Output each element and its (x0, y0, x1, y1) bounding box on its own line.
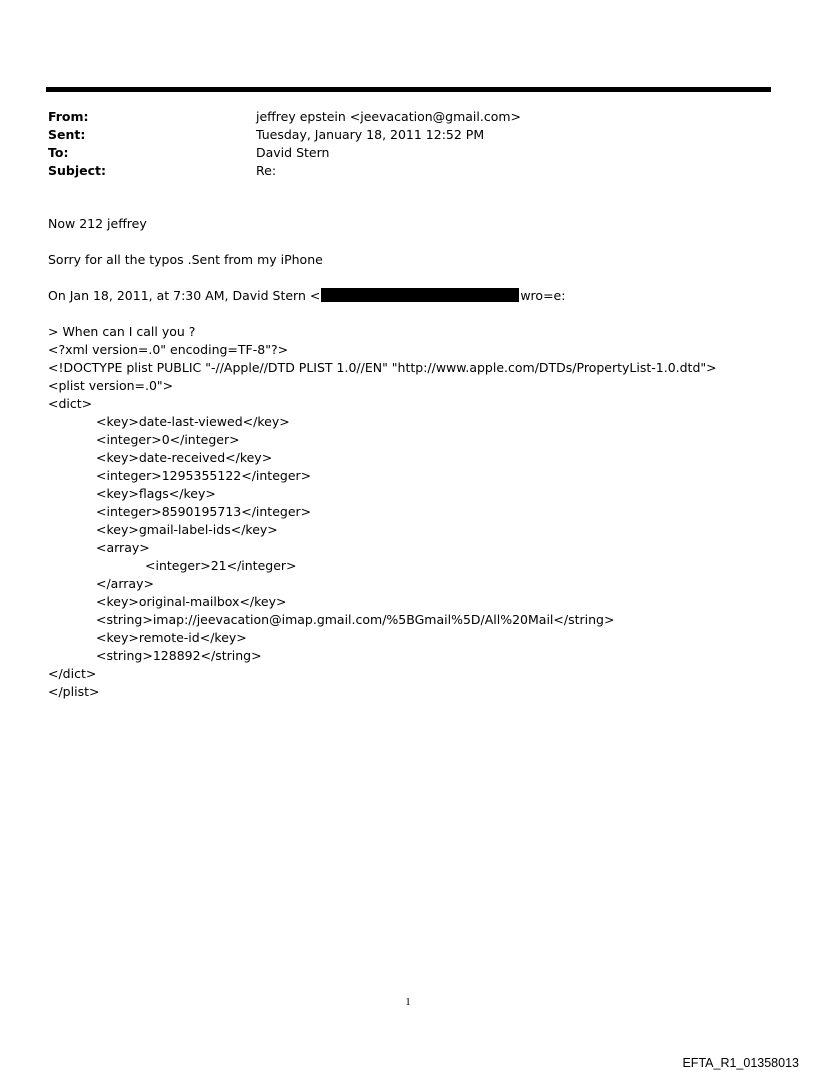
quoted-line: <?xml version=.0" encoding=TF-8"?> (48, 342, 289, 357)
attribution-prefix: On Jan 18, 2011, at 7:30 AM, David Stern < (48, 288, 321, 303)
quoted-line: </plist> (48, 684, 100, 699)
quoted-line: <integer>8590195713</integer> (96, 504, 312, 519)
quoted-line: <dict> (48, 396, 93, 411)
subject-label: Subject: (48, 162, 106, 178)
attribution-suffix: wro=e: (520, 288, 566, 303)
sent-row (48, 125, 748, 143)
sent-value: Tuesday, January 18, 2011 12:52 PM (256, 126, 485, 142)
quoted-line: <integer>1295355122</integer> (96, 468, 312, 483)
message-signature (48, 251, 788, 269)
quoted-line: </array> (96, 576, 154, 591)
quoted-line: <integer>21</integer> (145, 558, 297, 573)
subject-row (48, 161, 748, 179)
email-header (48, 107, 748, 179)
quoted-line: <integer>0</integer> (96, 432, 240, 447)
quoted-line: <key>gmail-label-ids</key> (96, 522, 278, 537)
quoted-message (48, 323, 788, 701)
subject-value: Re: (256, 162, 277, 178)
to-value: David Stern (256, 144, 330, 160)
quoted-line: <key>date-last-viewed</key> (96, 414, 290, 429)
sent-label: Sent: (48, 126, 86, 142)
to-row (48, 143, 748, 161)
message-body (48, 215, 788, 233)
from-value: jeffrey epstein <jeevacation@gmail.com> (256, 108, 522, 124)
quoted-line: > When can I call you ? (48, 324, 196, 339)
attribution-line (48, 287, 788, 305)
quoted-line: <key>original-mailbox</key> (96, 594, 287, 609)
page-number: 1 (405, 996, 411, 1008)
quoted-line: <array> (96, 540, 150, 555)
quoted-line: <string>imap://jeevacation@imap.gmail.com/%5BGmail%5D/All%20Mail</string> (96, 612, 615, 627)
quoted-line: <string>128892</string> (96, 648, 262, 663)
quoted-line: <key>flags</key> (96, 486, 216, 501)
quoted-line: <plist version=.0"> (48, 378, 174, 393)
quoted-line: <key>date-received</key> (96, 450, 273, 465)
top-rule (46, 87, 771, 92)
quoted-line: <key>remote-id</key> (96, 630, 247, 645)
to-label: To: (48, 144, 69, 160)
quote-attribution (48, 287, 788, 305)
from-row (48, 107, 748, 125)
redaction-bar (321, 288, 519, 302)
body-line-2: Sorry for all the typos .Sent from my iPhone (48, 252, 323, 267)
quoted-line: </dict> (48, 666, 97, 681)
quoted-line: <!DOCTYPE plist PUBLIC "-//Apple//DTD PLIST 1.0//EN" "http://www.apple.com/DTDs/PropertyList-1.0.dtd"> (48, 360, 717, 375)
body-line-1: Now 212 jeffrey (48, 216, 147, 231)
from-label: From: (48, 108, 89, 124)
bates-number: EFTA_R1_01358013 (682, 1056, 799, 1070)
